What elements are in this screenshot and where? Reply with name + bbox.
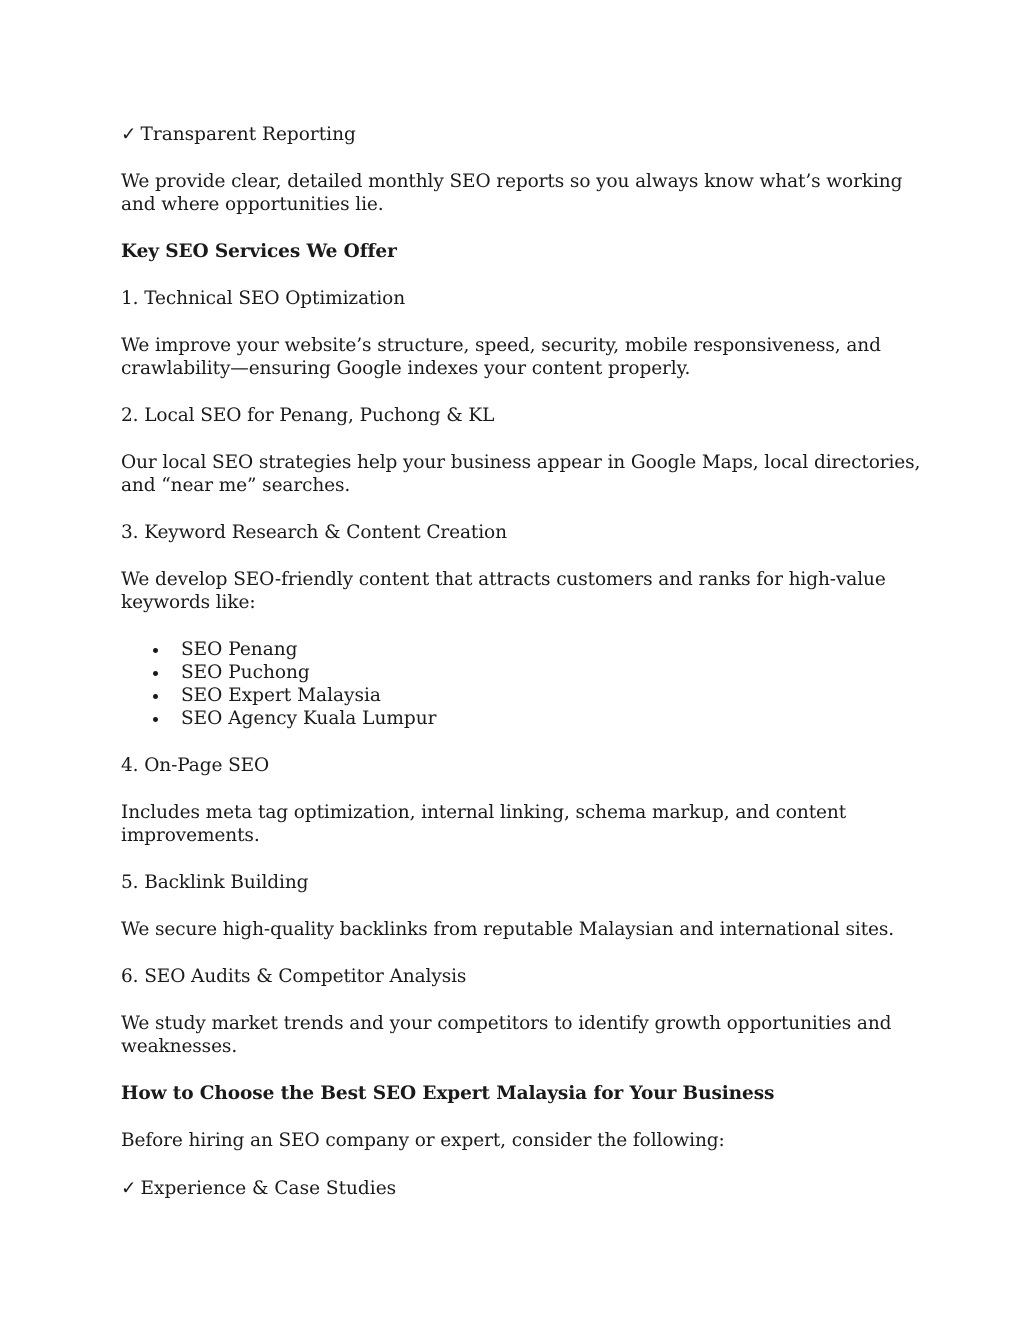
service-text-seo-audits: We study market trends and your competitors to identify growth opportunities and weaknesses.	[121, 1013, 892, 1057]
section-heading-key-services: Key SEO Services We Offer	[121, 241, 397, 262]
service-title-seo-audits: 6. SEO Audits & Competitor Analysis	[121, 966, 467, 987]
service-text-backlink-building: We secure high-quality backlinks from reputable Malaysian and international sites.	[121, 919, 895, 940]
service-title-keyword-research: 3. Keyword Research & Content Creation	[121, 522, 507, 543]
paragraph-choose-expert: Before hiring an SEO company or expert, consider the following:	[121, 1130, 725, 1151]
list-item: SEO Agency Kuala Lumpur	[181, 707, 921, 730]
checkmark-icon: ✓	[121, 1178, 137, 1199]
service-title-technical-seo: 1. Technical SEO Optimization	[121, 288, 406, 309]
keyword-list	[121, 638, 921, 730]
list-item: SEO Penang	[181, 638, 921, 661]
check-item-transparent-reporting	[121, 122, 921, 147]
service-title-backlink-building: 5. Backlink Building	[121, 872, 309, 893]
list-item: SEO Puchong	[181, 661, 921, 684]
check-item-label: Experience & Case Studies	[140, 1178, 397, 1199]
service-text-technical-seo: We improve your website’s structure, speed, security, mobile responsiveness, and crawlability—ensuring Google indexes your content properly.	[121, 335, 881, 379]
check-item-label: Transparent Reporting	[140, 124, 356, 145]
service-text-local-seo: Our local SEO strategies help your business appear in Google Maps, local directories, and “near me” searches.	[121, 452, 921, 496]
service-title-on-page-seo: 4. On-Page SEO	[121, 755, 270, 776]
service-title-local-seo: 2. Local SEO for Penang, Puchong & KL	[121, 405, 495, 426]
paragraph-transparent-reporting: We provide clear, detailed monthly SEO reports so you always know what’s working and where opportunities lie.	[121, 171, 903, 215]
section-heading-choose-expert: How to Choose the Best SEO Expert Malaysia for Your Business	[121, 1083, 775, 1104]
service-text-keyword-research: We develop SEO-friendly content that attracts customers and ranks for high-value keywords like:	[121, 569, 886, 613]
list-item: SEO Expert Malaysia	[181, 684, 921, 707]
service-text-on-page-seo: Includes meta tag optimization, internal linking, schema markup, and content improvements.	[121, 802, 847, 846]
check-item-experience	[121, 1176, 921, 1201]
checkmark-icon: ✓	[121, 124, 137, 145]
document-page	[121, 122, 921, 1201]
